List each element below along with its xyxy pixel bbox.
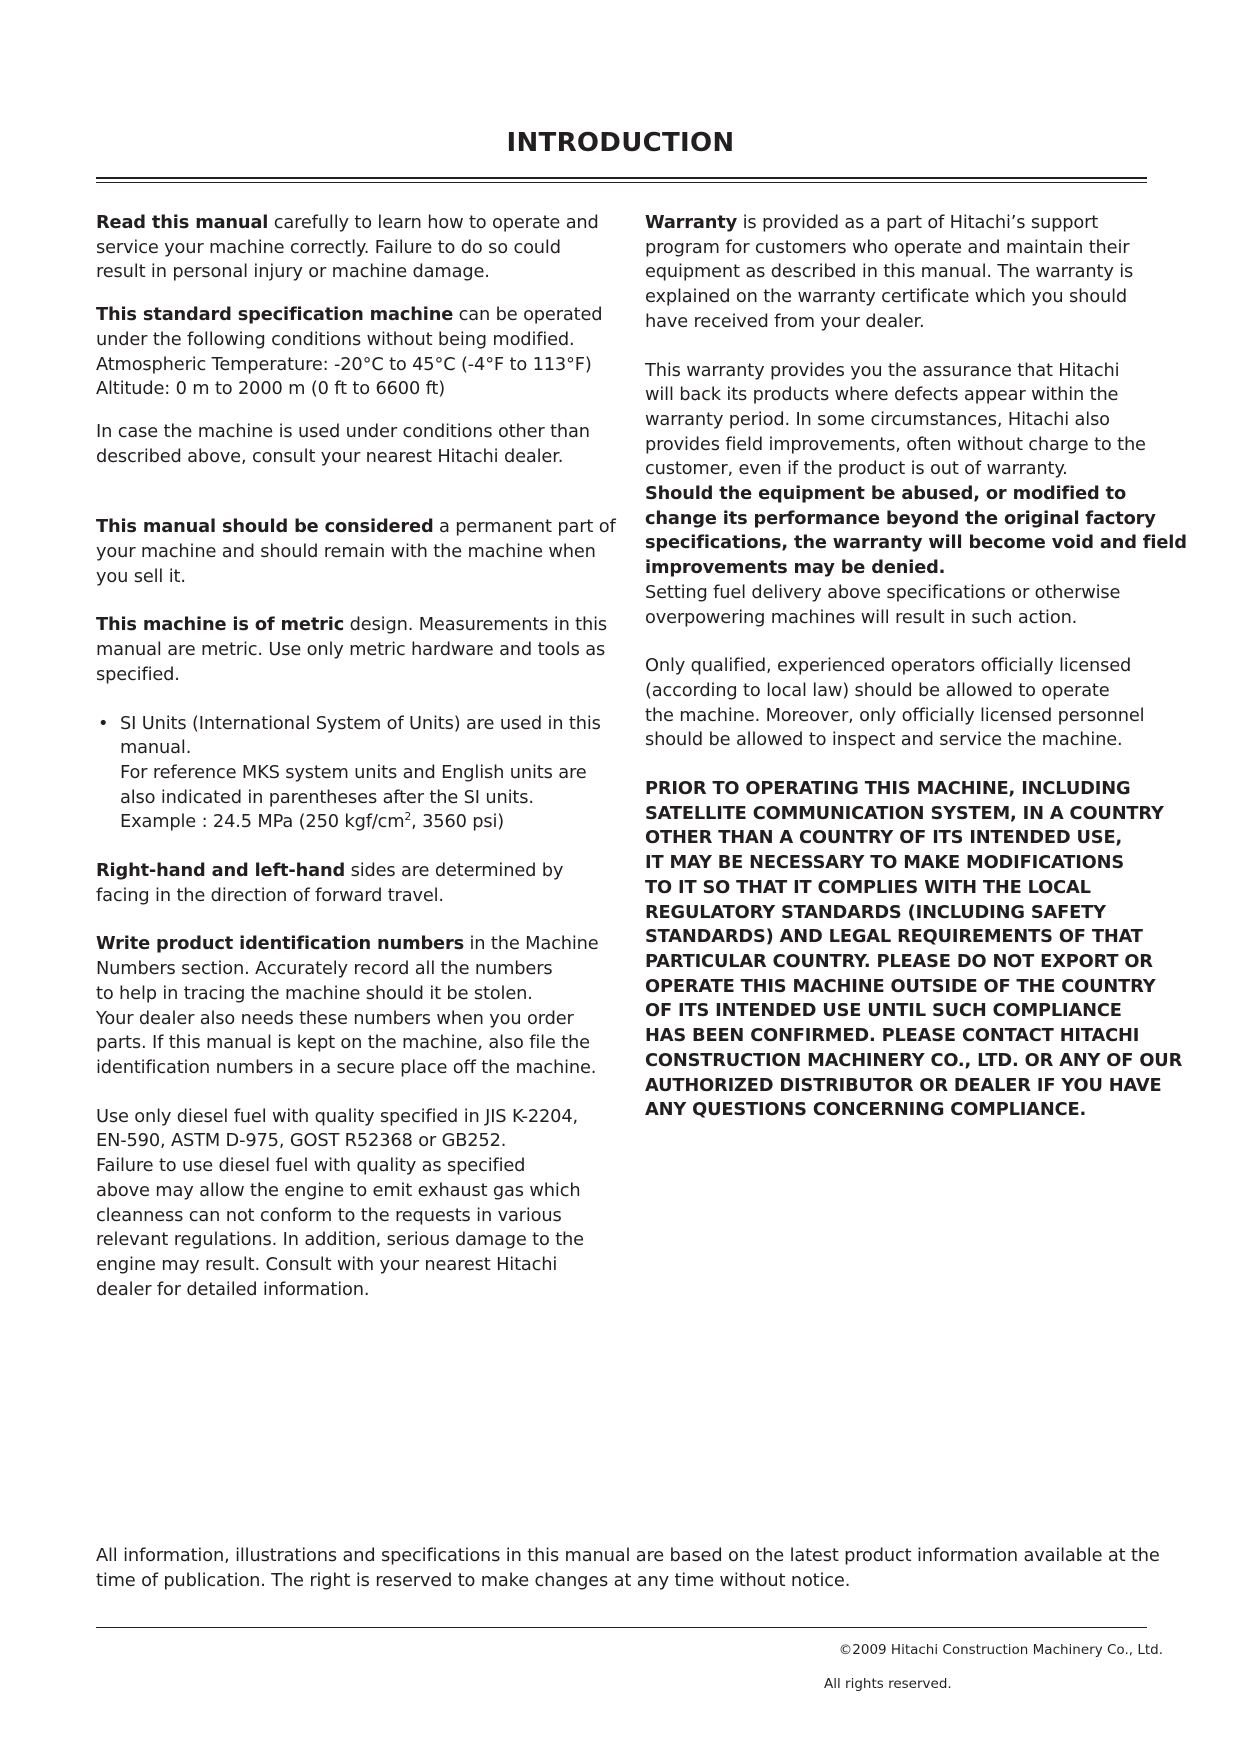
manual-part-paragraph: This manual should be considered a permanent part of <box>96 516 616 538</box>
text-line: the machine. Moreover, only officially licensed personnel <box>645 704 1145 726</box>
text-line: warranty period. In some circumstances, Hitachi also <box>645 408 1110 430</box>
qualified-operators-paragraph: Only qualified, experienced operators officially licensed <box>645 655 1132 677</box>
text-line: Example : 24.5 MPa (250 kgf/$cm^2$, 3560 psi) <box>120 810 505 833</box>
text-line: result in personal injury or machine damage. <box>96 261 490 283</box>
text-line: Setting fuel delivery above specifications or otherwise <box>645 581 1121 603</box>
text-line: Atmospheric Temperature: -20°C to 45°C (-4°F to 113°F) <box>96 353 592 375</box>
text-line: equipment as described in this manual. The warranty is <box>645 261 1134 283</box>
text-line: program for customers who operate and maintain their <box>645 236 1130 258</box>
text-line: (according to local law) should be allowed to operate <box>645 679 1110 701</box>
right-left-paragraph: Right-hand and left-hand sides are determined by <box>96 860 564 882</box>
text-line: EN-590, ASTM D-975, GOST R52368 or GB252. <box>96 1130 507 1152</box>
warranty-paragraph: Warranty is provided as a part of Hitachi’s support <box>645 212 1099 233</box>
text-line: For reference MKS system units and English units are <box>120 761 587 783</box>
title-rule-thick <box>96 177 1147 179</box>
text-line: overpowering machines will result in such action. <box>645 606 1078 628</box>
caps-line: SATELLITE COMMUNICATION SYSTEM, IN A COUNTRY <box>645 802 1164 824</box>
caps-line: OF ITS INTENDED USE UNTIL SUCH COMPLIANCE <box>645 1000 1122 1022</box>
text-line: identification numbers in a secure place off the machine. <box>96 1056 597 1078</box>
text-line: time of publication. The right is reserved to make changes at any time without notice. <box>96 1569 851 1591</box>
text-line: All information, illustrations and specifications in this manual are based on the latest product information available at the <box>96 1545 1160 1566</box>
text-line: Numbers section. Accurately record all the numbers <box>96 958 553 980</box>
text-line: explained on the warranty certificate which you should <box>645 286 1128 308</box>
warranty-void-line: specifications, the warranty will become void and field <box>645 532 1187 554</box>
caps-line: HAS BEEN CONFIRMED. PLEASE CONTACT HITACHI <box>645 1025 1140 1047</box>
text-line: also indicated in parentheses after the SI units. <box>120 786 534 808</box>
text-line: you sell it. <box>96 565 186 587</box>
identification-paragraph: Write product identification numbers in the Machine <box>96 933 599 955</box>
text-line: cleanness can not conform to the requests in various <box>96 1204 562 1226</box>
text-line: provides field improvements, often without charge to the <box>645 433 1146 455</box>
text-line: described above, consult your nearest Hitachi dealer. <box>96 445 564 467</box>
text-line: Failure to use diesel fuel with quality as specified <box>96 1155 526 1177</box>
caps-line: REGULATORY STANDARDS (INCLUDING SAFETY <box>645 901 1106 923</box>
caps-line: AUTHORIZED DISTRIBUTOR OR DEALER IF YOU HAVE <box>645 1074 1162 1096</box>
copyright-notice: ©2009 Hitachi Construction Machinery Co., Ltd. <box>838 1642 1163 1658</box>
standard-spec-paragraph: This standard specification machine can be operated <box>96 304 603 326</box>
text-line: Altitude: 0 m to 2000 m (0 ft to 6600 ft) <box>96 378 446 400</box>
diesel-fuel-paragraph: Use only diesel fuel with quality specified in JIS K-2204, <box>96 1105 579 1127</box>
warranty-void-line: Should the equipment be abused, or modified to <box>645 483 1127 505</box>
caps-line: PRIOR TO OPERATING THIS MACHINE, INCLUDING <box>645 778 1131 800</box>
compliance-warning <box>645 777 1183 1123</box>
text-line: Your dealer also needs these numbers when you order <box>96 1007 574 1029</box>
text-line: under the following conditions without being modified. <box>96 328 575 350</box>
text-line: specified. <box>96 663 180 685</box>
text-line: to help in tracing the machine should it be stolen. <box>96 982 533 1004</box>
warranty-assurance-paragraph: This warranty provides you the assurance that Hitachi <box>645 359 1120 381</box>
text-line: have received from your dealer. <box>645 310 925 332</box>
text-line: manual are metric. Use only metric hardware and tools as <box>96 639 606 661</box>
text-line: should be allowed to inspect and service the machine. <box>645 729 1123 751</box>
text-line: manual. <box>120 737 192 759</box>
warranty-void-line: change its performance beyond the original factory <box>645 507 1156 529</box>
text-line: parts. If this manual is kept on the machine, also file the <box>96 1032 590 1054</box>
text-line: your machine and should remain with the machine when <box>96 541 596 563</box>
footer-rule <box>96 1627 1147 1628</box>
caps-line: TO IT SO THAT IT COMPLIES WITH THE LOCAL <box>645 876 1091 898</box>
title-rule-thin <box>96 182 1147 183</box>
text-line: will back its products where defects appear within the <box>645 384 1119 406</box>
text-line: • SI Units (International System of Units) are used in this <box>96 712 596 737</box>
metric-paragraph: This machine is of metric design. Measurements in this <box>96 614 608 636</box>
conditions-paragraph: In case the machine is used under conditions other than <box>96 420 590 442</box>
caps-line: STANDARDS) AND LEGAL REQUIREMENTS OF THAT <box>645 926 1143 948</box>
rights-notice: All rights reserved. <box>824 1676 952 1692</box>
text-line: dealer for detailed information. <box>96 1278 370 1300</box>
caps-line: PARTICULAR COUNTRY. PLEASE DO NOT EXPORT OR <box>645 950 1153 972</box>
footer-disclaimer <box>96 1544 1160 1593</box>
caps-line: ANY QUESTIONS CONCERNING COMPLIANCE. <box>645 1099 1087 1121</box>
right-column <box>645 211 1187 1123</box>
caps-line: IT MAY BE NECESSARY TO MAKE MODIFICATIONS <box>645 852 1125 874</box>
caps-line: OTHER THAN A COUNTRY OF ITS INTENDED USE, <box>645 827 1123 849</box>
text-line: above may allow the engine to emit exhaust gas which <box>96 1179 581 1201</box>
warranty-void-line: improvements may be denied. <box>645 557 946 579</box>
text-line: customer, even if the product is out of warranty. <box>645 458 1068 480</box>
read-manual-paragraph: Read this manual carefully to learn how to operate and <box>96 212 599 233</box>
text-line: service your machine correctly. Failure to do so could <box>96 236 561 258</box>
text-line: engine may result. Consult with your nearest Hitachi <box>96 1253 558 1275</box>
si-units-bullet <box>96 712 601 836</box>
text-line: facing in the direction of forward travel. <box>96 884 444 906</box>
caps-line: OPERATE THIS MACHINE OUTSIDE OF THE COUNTRY <box>645 975 1156 997</box>
page-title: INTRODUCTION <box>506 128 735 158</box>
text-line: relevant regulations. In addition, serious damage to the <box>96 1229 584 1251</box>
caps-line: CONSTRUCTION MACHINERY CO., LTD. OR ANY OF OUR <box>645 1049 1183 1071</box>
left-column <box>96 211 616 1302</box>
